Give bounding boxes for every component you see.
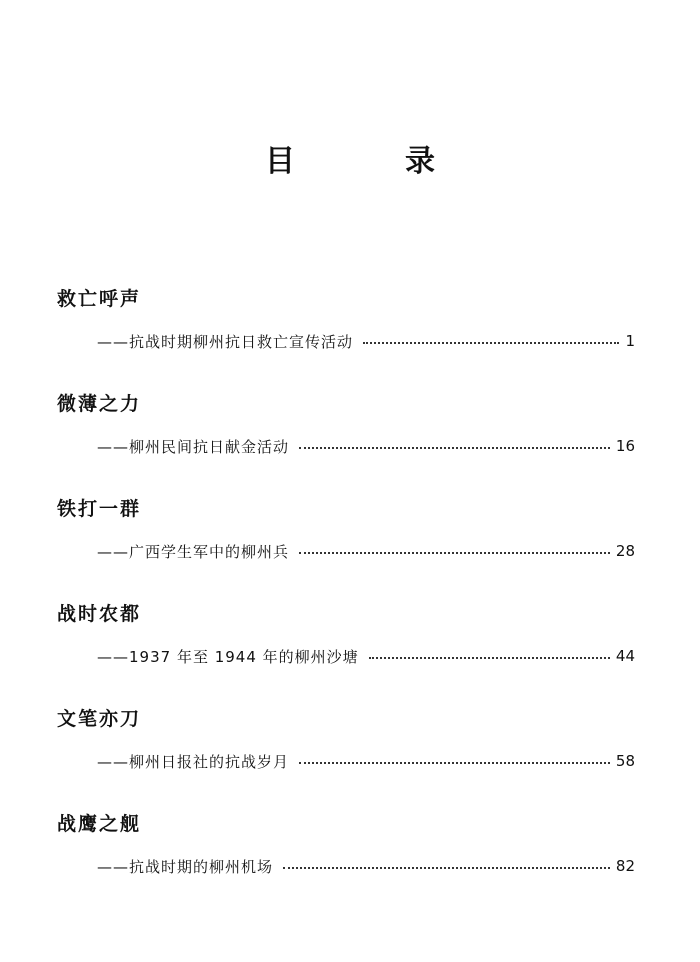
entry-heading: 救亡呼声	[57, 288, 142, 310]
entry-page-number: 28	[615, 542, 635, 560]
toc-entry[interactable]	[57, 704, 635, 809]
toc-entry[interactable]	[57, 809, 635, 914]
entry-line	[97, 748, 635, 774]
dot-leader	[299, 552, 610, 554]
entry-page-number: 16	[615, 437, 635, 455]
entry-line	[97, 538, 635, 564]
toc-entry[interactable]	[57, 389, 635, 494]
entry-page-number: 82	[615, 857, 635, 875]
entry-subtitle: ——1937 年至 1944 年的柳州沙塘	[97, 647, 359, 666]
entry-page-number: 58	[615, 752, 635, 770]
entry-heading: 文笔亦刀	[57, 708, 142, 730]
entry-line	[97, 328, 635, 354]
toc-entry[interactable]	[57, 284, 635, 389]
dot-leader	[299, 762, 610, 764]
entry-heading: 战时农都	[57, 603, 142, 625]
entry-line	[97, 643, 635, 669]
entry-line	[97, 433, 635, 459]
dot-leader	[299, 447, 610, 449]
dot-leader	[369, 657, 610, 659]
toc-entry[interactable]	[57, 599, 635, 704]
entry-page-number: 1	[625, 332, 635, 350]
entry-subtitle: ——广西学生军中的柳州兵	[97, 542, 290, 561]
entry-subtitle: ——抗战时期的柳州机场	[97, 857, 274, 876]
page-title: 目 录	[265, 144, 475, 179]
entry-heading: 微薄之力	[57, 393, 142, 415]
toc-list	[57, 284, 635, 914]
toc-entry[interactable]	[57, 494, 635, 599]
entry-page-number: 44	[615, 647, 635, 665]
entry-subtitle: ——柳州日报社的抗战岁月	[97, 752, 290, 771]
dot-leader	[363, 342, 619, 344]
entry-subtitle: ——柳州民间抗日献金活动	[97, 437, 290, 456]
entry-subtitle: ——抗战时期柳州抗日救亡宣传活动	[97, 332, 354, 351]
entry-heading: 铁打一群	[57, 498, 142, 520]
entry-line	[97, 853, 635, 879]
dot-leader	[283, 867, 610, 869]
entry-heading: 战鹰之舰	[57, 813, 142, 835]
